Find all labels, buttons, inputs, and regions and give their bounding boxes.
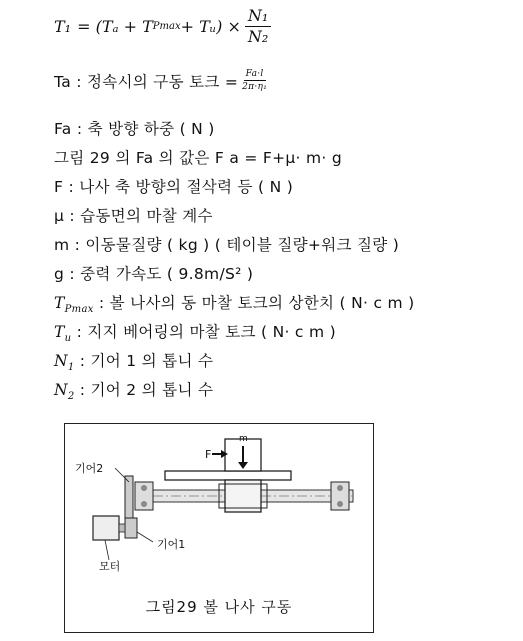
n2-symbol: N — [54, 381, 68, 399]
mass-label: m — [239, 434, 248, 444]
mu-definition: μ : 습동면의 마찰 계수 — [54, 207, 213, 225]
n2-definition — [54, 378, 213, 402]
tpmax-sub: Pmax — [64, 304, 94, 316]
gear1-label: 기어1 — [157, 538, 186, 551]
ball-screw-figure — [64, 423, 374, 633]
ta-label: Ta : 정속시의 구동 토크 = — [54, 72, 239, 91]
tu-sub: u — [64, 333, 72, 345]
m-definition: m : 이동물질량 ( kg ) ( 테이블 질량+워크 질량 ) — [54, 236, 400, 254]
formula-rhs-sub: Pmax — [152, 20, 181, 32]
n2-sub: 2 — [67, 391, 75, 403]
fraction-numerator: N₁ — [245, 6, 271, 27]
n1-text: : 기어 1 의 톱니 수 — [74, 352, 214, 370]
formula-rhs: = (Tₐ + T — [77, 16, 153, 36]
tu-definition — [54, 320, 336, 344]
force-label: F — [205, 448, 212, 461]
f-definition: F : 나사 축 방향의 절삭력 등 ( N ) — [54, 178, 294, 196]
ta-fraction — [240, 68, 269, 93]
ta-definition — [54, 68, 269, 93]
formula-lhs: T₁ — [54, 16, 72, 36]
gear2-label: 기어2 — [75, 462, 104, 475]
n1-symbol: N — [54, 352, 68, 370]
tu-text: : 지지 베어링의 마찰 토크 ( N· c m ) — [71, 323, 336, 341]
ta-fraction-numerator: Fa·l — [245, 69, 264, 79]
gear-ratio-fraction — [245, 6, 271, 47]
n1-definition — [54, 349, 213, 373]
fraction-denominator: N₂ — [247, 26, 269, 46]
figure-caption: 그림29 볼 나사 구동 — [145, 598, 293, 616]
formula-rhs-tail: + Tᵤ) × — [180, 16, 241, 36]
n2-text: : 기어 2 의 톱니 수 — [74, 381, 214, 399]
fa-value: 그림 29 의 Fa 의 값은 F a = F+μ· m· g — [54, 149, 343, 167]
motor-label: 모터 — [99, 560, 121, 573]
tpmax-definition — [54, 291, 415, 315]
formula-t1 — [54, 4, 271, 48]
g-definition: g : 중력 가속도 ( 9.8m/S² ) — [54, 265, 254, 283]
ta-fraction-denominator: 2π·η₁ — [242, 82, 268, 92]
tpmax-text: : 볼 나사의 동 마찰 토크의 상한치 ( N· c m ) — [93, 294, 415, 312]
n1-sub: 1 — [67, 362, 75, 374]
fa-definition: Fa : 축 방향 하중 ( N ) — [54, 120, 215, 138]
tu-symbol: T — [54, 323, 65, 341]
tpmax-symbol: T — [54, 294, 65, 312]
